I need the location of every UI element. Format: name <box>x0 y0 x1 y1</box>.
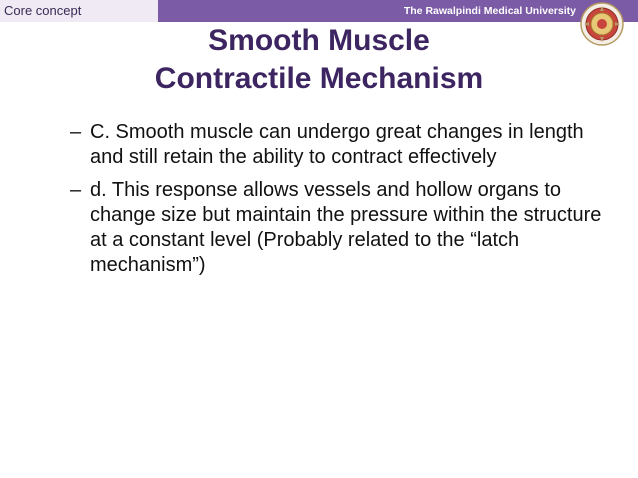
bullet-text: C. Smooth muscle can undergo great changes in length and still retain the ability to contract effectively <box>90 121 584 168</box>
university-name: The Rawalpindi Medical University <box>403 5 576 17</box>
dash-bullet-icon: – <box>70 121 82 143</box>
title-line-2: Contractile Mechanism <box>154 62 484 95</box>
header-bar <box>0 0 638 22</box>
bullet-item <box>70 178 610 278</box>
title-line-1: Smooth Muscle <box>208 24 430 57</box>
topic-label: Core concept <box>0 0 158 22</box>
bullet-item <box>70 120 610 170</box>
dash-bullet-icon: – <box>70 179 82 201</box>
bullet-list <box>70 120 610 286</box>
slide-title <box>0 22 638 98</box>
bullet-text: d. This response allows vessels and hollow organs to change size but maintain the pressure within the structure at a constant level (Probably related to the “latch mechanism”) <box>90 179 602 276</box>
